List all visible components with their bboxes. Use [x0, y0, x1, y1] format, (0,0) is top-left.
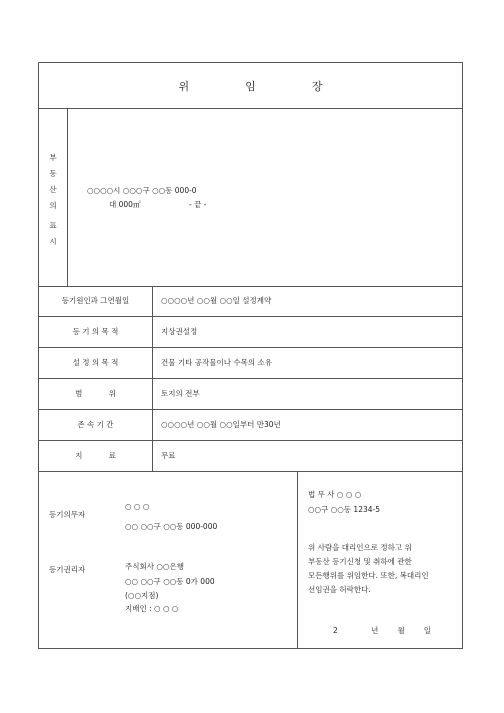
- delegation-line: 모든행위를 위임한다. 또한, 복대리인: [308, 571, 429, 580]
- agent-header: 법 무 사 ○ ○ ○: [308, 490, 362, 499]
- obligor-address: ○○ ○○구 ○○동 000-000: [125, 522, 218, 531]
- property-label-char: 부: [49, 153, 57, 162]
- property-label-char: 시: [49, 237, 57, 246]
- divider: [297, 471, 298, 648]
- obligor-label: 등기의무자: [49, 510, 86, 519]
- row-label-cause: 등기원인과 그연월일: [61, 296, 130, 305]
- divider: [67, 108, 68, 286]
- property-label-char: 의: [49, 201, 57, 210]
- divider: [39, 378, 462, 379]
- right-holder-branch: (○○지점): [125, 591, 159, 600]
- property-end-mark: - 끝 -: [189, 200, 207, 209]
- agent-address: ○○구 ○○동 1234-5: [308, 505, 380, 514]
- row-value-scope: 토지의 전부: [161, 389, 200, 398]
- row-label-fee: 지 료: [75, 451, 116, 460]
- divider: [39, 108, 462, 109]
- delegation-line: 위 사람을 대리인으로 정하고 위: [308, 543, 412, 552]
- divider: [39, 347, 462, 348]
- delegation-line: 부동산 등기신청 및 취하에 관한: [308, 557, 412, 566]
- property-label-char: 표: [49, 221, 57, 230]
- property-label-char: 산: [49, 185, 57, 194]
- right-holder-label: 등기권리자: [49, 565, 86, 574]
- title-char-3: 장: [311, 79, 323, 93]
- divider: [39, 409, 462, 410]
- right-holder-manager: 지배인 : ○ ○ ○: [125, 604, 179, 613]
- property-label-char: 동: [49, 169, 57, 178]
- row-label-duration: 존 속 기 간: [77, 420, 114, 429]
- right-holder-company: 주식회사 ○○은행: [125, 562, 184, 571]
- row-value-purpose: 지상권설정: [161, 327, 198, 336]
- title-char-1: 위: [178, 79, 190, 93]
- row-value-cause: ○○○○년 ○○월 ○○일 설정계약: [161, 296, 272, 305]
- row-value-setting-purpose: 건물 기타 공작물이나 수목의 소유: [161, 358, 272, 367]
- power-of-attorney-form: [38, 62, 463, 649]
- delegation-line: 선임권을 허락한다.: [308, 585, 371, 594]
- row-label-setting-purpose: 설 정 의 목 적: [72, 358, 119, 367]
- row-value-fee: 무료: [161, 451, 176, 460]
- property-area: 대 000㎡: [109, 200, 141, 209]
- row-label-scope: 범 위: [75, 389, 116, 398]
- divider: [39, 316, 462, 317]
- divider: [39, 440, 462, 441]
- property-address: ○○○○시 ○○○구 ○○동 000-0: [87, 186, 197, 195]
- row-value-duration: ○○○○년 ○○월 ○○일부터 만30년: [161, 420, 281, 429]
- document-title: [39, 63, 462, 108]
- divider: [39, 471, 462, 472]
- obligor-name: ○ ○ ○: [125, 502, 150, 511]
- title-char-2: 임: [245, 79, 256, 93]
- right-holder-address: ○○ ○○구 ○○동 0가 000: [125, 577, 215, 586]
- row-label-purpose: 등 기 의 목 적: [72, 327, 119, 336]
- date-line: 2 년 월 일: [333, 626, 432, 635]
- divider: [39, 286, 462, 287]
